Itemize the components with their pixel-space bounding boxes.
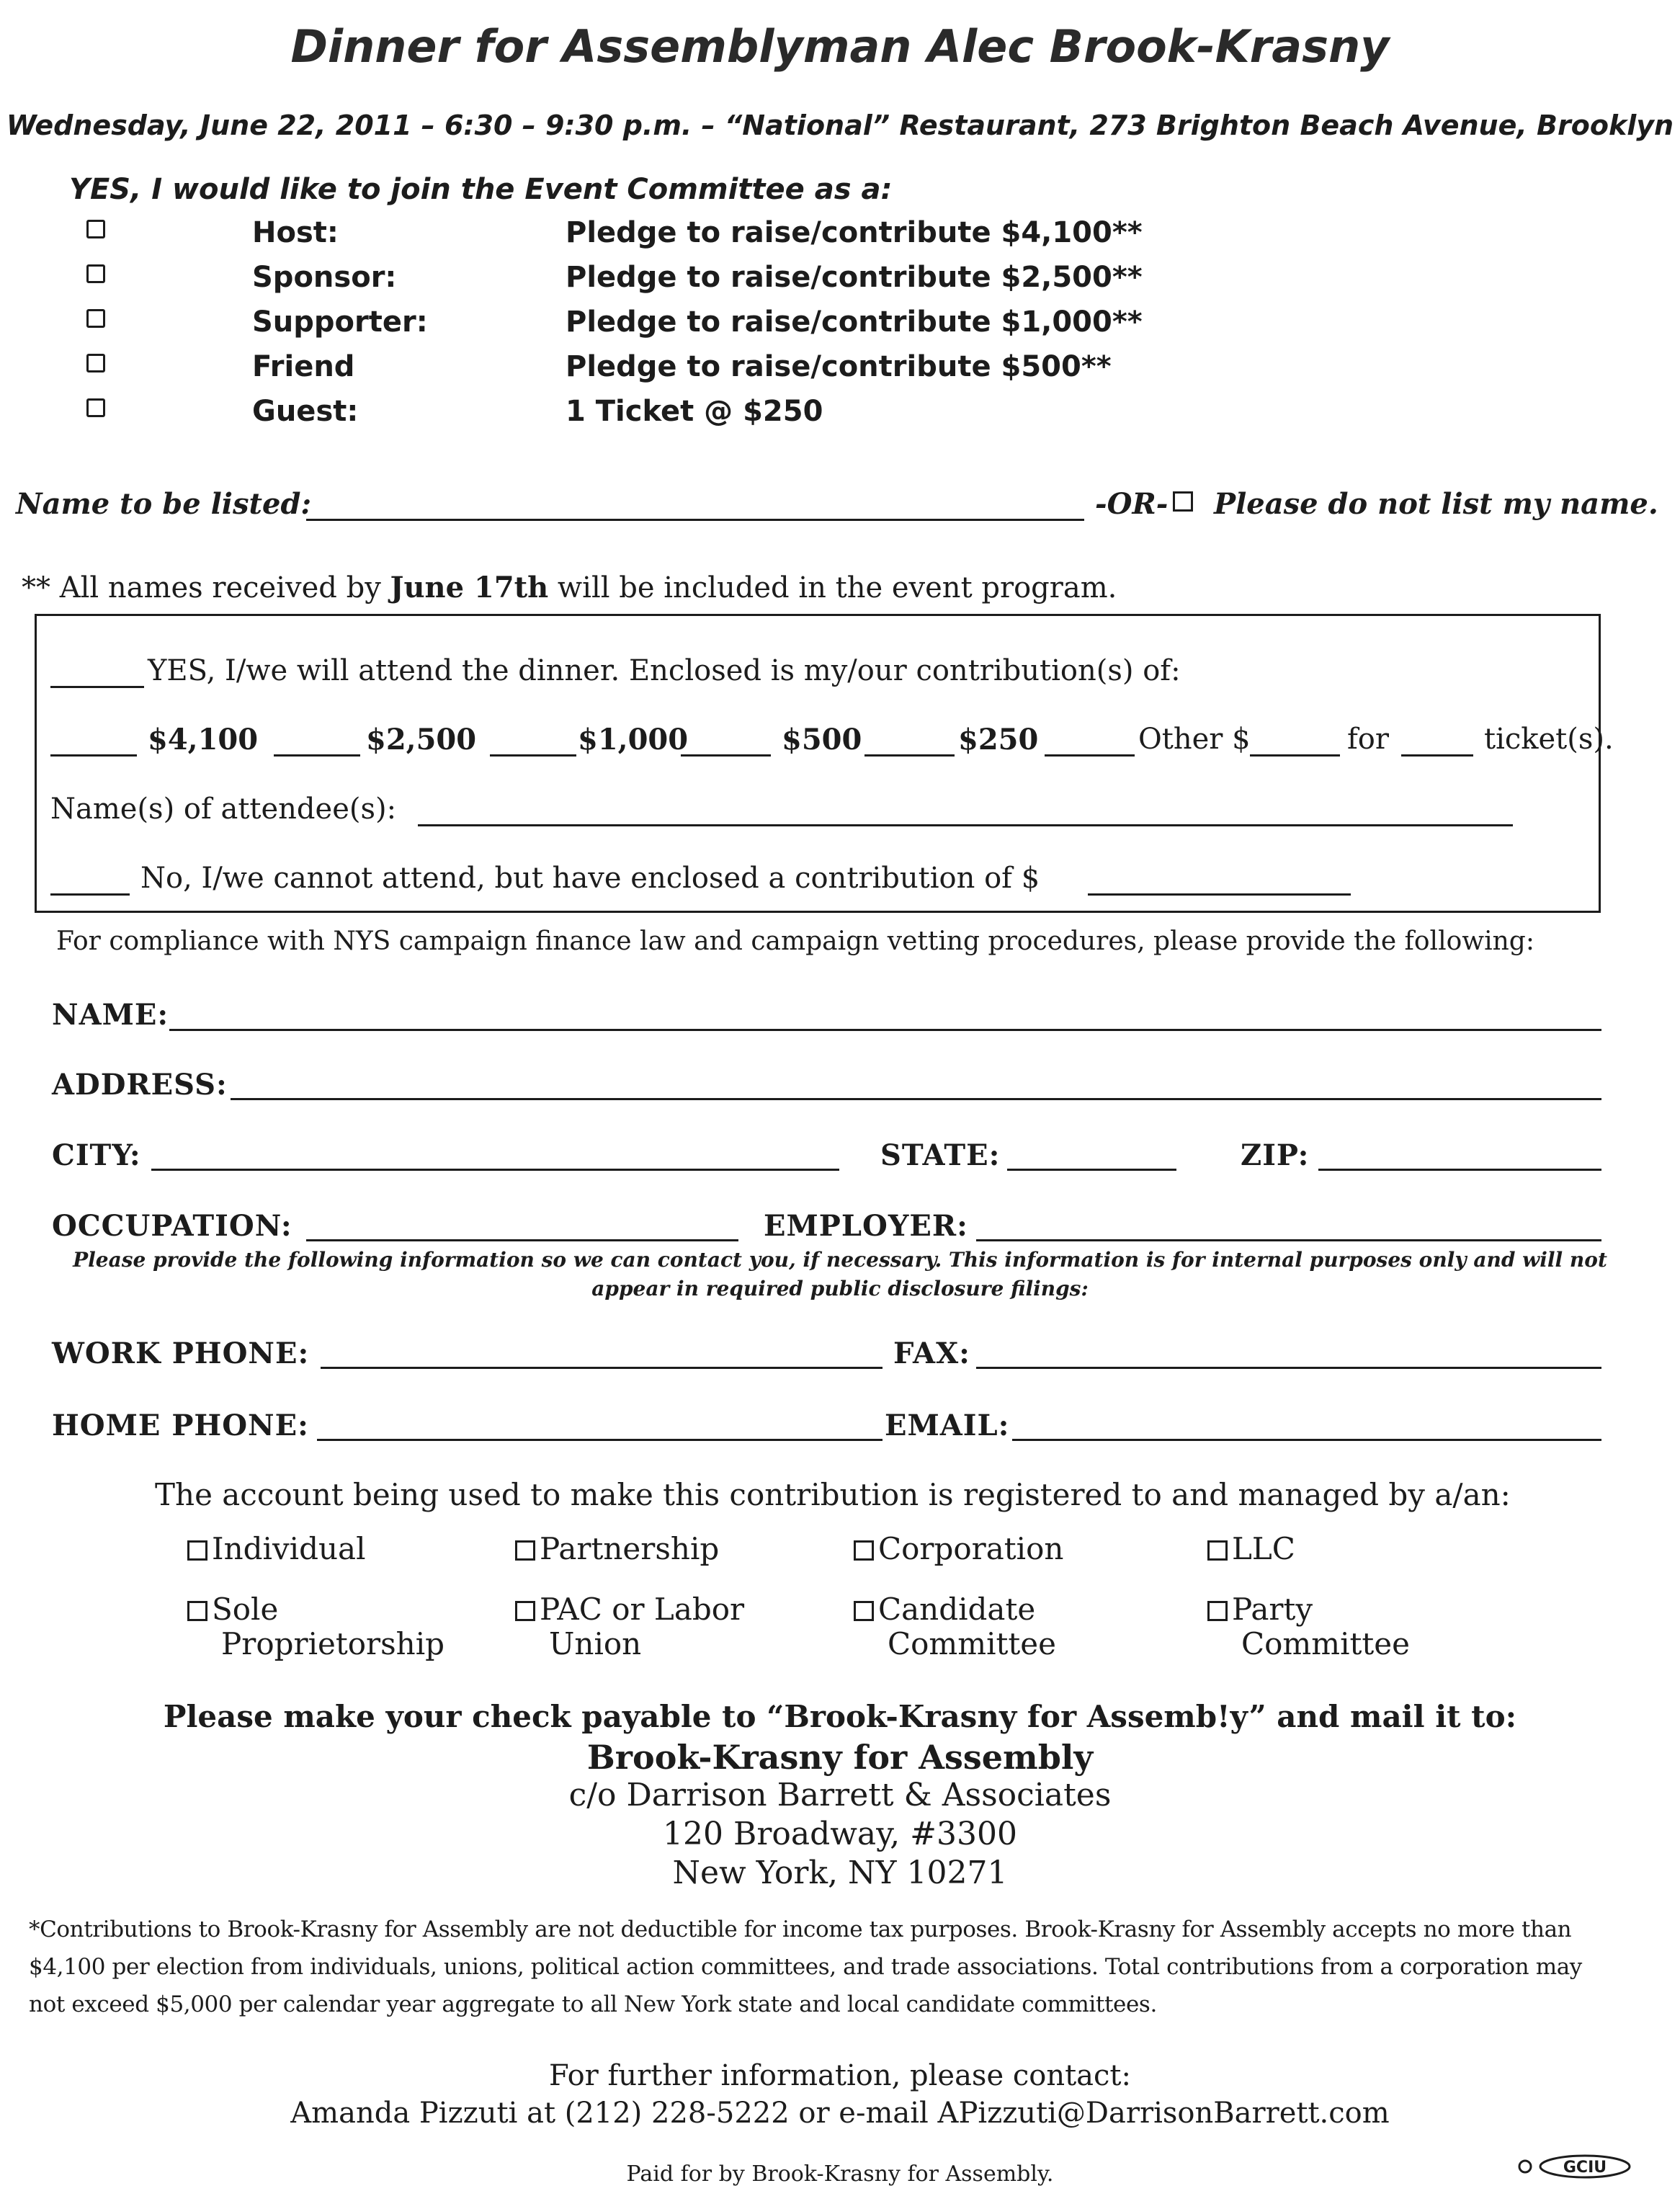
- fax-field[interactable]: [976, 1367, 1601, 1369]
- account-corporation-option[interactable]: Corporation: [854, 1531, 1063, 1566]
- other-amount-field[interactable]: [1250, 754, 1340, 757]
- supporter-checkbox[interactable]: [86, 309, 105, 329]
- amount-label: $4,100: [148, 723, 259, 757]
- name-listed-field[interactable]: [306, 519, 1084, 521]
- occupation-label: OCCUPATION:: [52, 1209, 292, 1243]
- contact-note: Please provide the following information so we can contact you, if necessary. This information is for internal purposes only and will not: [73, 1248, 1607, 1272]
- account-party-committee-option[interactable]: Party Committee: [1207, 1592, 1410, 1661]
- amount-blank[interactable]: [50, 754, 137, 757]
- contact-details: Amanda Pizzuti at (212) 228-5222 or e-mail APizzuti@DarrisonBarrett.com: [290, 2097, 1390, 2130]
- address-field[interactable]: [231, 1098, 1601, 1100]
- contact-note: appear in required public disclosure filings:: [591, 1277, 1089, 1300]
- for-label: for: [1347, 723, 1390, 756]
- payee-name: Brook-Krasny for Assembly: [586, 1738, 1094, 1777]
- work-phone-field[interactable]: [321, 1367, 883, 1369]
- email-label: EMAIL:: [885, 1409, 1010, 1442]
- check-payable-line: Please make your check payable to “Brook-Krasny for Assemb!y” and mail it to:: [163, 1699, 1517, 1734]
- zip-field[interactable]: [1318, 1169, 1601, 1171]
- disclaimer-line: not exceed $5,000 per calendar year aggregate to all New York state and local candidate committees.: [29, 1991, 1157, 2017]
- do-not-list-label: Please do not list my name.: [1214, 487, 1658, 521]
- amount-label: $250: [958, 723, 1039, 757]
- account-llc-option[interactable]: LLC: [1207, 1531, 1295, 1566]
- committee-role: Supporter:: [252, 305, 428, 339]
- street-address: 120 Broadway, #3300: [663, 1816, 1017, 1852]
- account-candidate-committee-option[interactable]: Candidate Committee: [854, 1592, 1056, 1661]
- contribution-amount-field[interactable]: [1088, 893, 1351, 896]
- page-title: Dinner for Assemblyman Alec Brook-Krasny: [290, 20, 1390, 73]
- amount-label: $500: [782, 723, 862, 757]
- attend-yes-blank[interactable]: [50, 686, 144, 688]
- zip-label: ZIP:: [1241, 1138, 1310, 1172]
- other-amount-label: Other $: [1138, 723, 1251, 756]
- committee-role: Guest:: [252, 395, 359, 428]
- name-listed-label: Name to be listed:: [16, 487, 312, 521]
- committee-heading: YES, I would like to join the Event Committee as a:: [69, 173, 893, 206]
- occupation-field[interactable]: [306, 1239, 738, 1241]
- attendees-field[interactable]: [418, 824, 1513, 826]
- fax-label: FAX:: [893, 1337, 970, 1370]
- state-field[interactable]: [1007, 1169, 1176, 1171]
- disclaimer-line: *Contributions to Brook-Krasny for Assembly are not deductible for income tax purposes. Brook-Krasny for Assembly accepts no more than: [29, 1916, 1572, 1942]
- compliance-intro: For compliance with NYS campaign finance law and campaign vetting procedures, please provide the following:: [56, 927, 1534, 956]
- do-not-list-checkbox[interactable]: [1173, 491, 1197, 513]
- guest-checkbox[interactable]: [86, 398, 105, 419]
- name-label: NAME:: [52, 998, 169, 1032]
- home-phone-label: HOME PHONE:: [52, 1409, 309, 1442]
- amount-label: $1,000: [578, 723, 689, 757]
- host-checkbox[interactable]: [86, 220, 105, 240]
- committee-pledge: Pledge to raise/contribute $500**: [566, 350, 1112, 383]
- program-note: ** All names received by June 17th will be included in the event program.: [22, 571, 1117, 604]
- city-field[interactable]: [151, 1169, 839, 1171]
- friend-checkbox[interactable]: [86, 354, 105, 374]
- email-field[interactable]: [1012, 1439, 1601, 1441]
- amount-blank[interactable]: [681, 754, 771, 757]
- committee-pledge: Pledge to raise/contribute $4,100**: [566, 216, 1143, 249]
- committee-pledge: Pledge to raise/contribute $1,000**: [566, 305, 1143, 339]
- attend-no-blank[interactable]: [50, 893, 130, 896]
- paid-for-notice: Paid for by Brook-Krasny for Assembly.: [626, 2161, 1054, 2187]
- amount-label: $2,500: [366, 723, 477, 757]
- account-pac-union-option[interactable]: PAC or Labor Union: [515, 1592, 744, 1661]
- home-phone-field[interactable]: [317, 1439, 883, 1441]
- amount-blank[interactable]: [1045, 754, 1135, 757]
- ticket-count-field[interactable]: [1401, 754, 1473, 757]
- address-label: ADDRESS:: [52, 1068, 228, 1102]
- committee-role: Sponsor:: [252, 261, 397, 294]
- sponsor-checkbox[interactable]: [86, 264, 105, 285]
- disclaimer-line: $4,100 per election from individuals, unions, political action committees, and trade associations. Total contributions from a corporation may: [29, 1954, 1582, 1980]
- committee-role: Friend: [252, 350, 355, 383]
- city-label: CITY:: [52, 1138, 141, 1172]
- account-partnership-option[interactable]: Partnership: [515, 1531, 719, 1566]
- attendees-label: Name(s) of attendee(s):: [50, 793, 397, 826]
- contact-heading: For further information, please contact:: [549, 2059, 1131, 2092]
- union-bug-logo: [1516, 2153, 1633, 2180]
- event-details: Wednesday, June 22, 2011 – 6:30 – 9:30 p.m. – “National” Restaurant, 273 Brighton Beach Avenue, Brooklyn: [6, 110, 1674, 141]
- work-phone-label: WORK PHONE:: [52, 1337, 310, 1370]
- employer-field[interactable]: [976, 1239, 1601, 1241]
- amount-blank[interactable]: [274, 754, 360, 757]
- amount-blank[interactable]: [864, 754, 955, 757]
- attend-yes-text: YES, I/we will attend the dinner. Enclosed is my/our contribution(s) of:: [148, 654, 1181, 687]
- account-sole-proprietorship-option[interactable]: Sole Proprietorship: [187, 1592, 444, 1661]
- committee-role: Host:: [252, 216, 339, 249]
- account-heading: The account being used to make this contribution is registered to and managed by a/an:: [155, 1477, 1511, 1512]
- employer-label: EMPLOYER:: [764, 1209, 968, 1243]
- name-field[interactable]: [169, 1029, 1601, 1031]
- attend-no-text: No, I/we cannot attend, but have enclosed a contribution of $: [140, 862, 1040, 895]
- account-individual-option[interactable]: Individual: [187, 1531, 366, 1566]
- city-state-zip: New York, NY 10271: [672, 1855, 1008, 1891]
- or-label: -OR-: [1095, 487, 1169, 521]
- committee-pledge: Pledge to raise/contribute $2,500**: [566, 261, 1143, 294]
- tickets-label: ticket(s).: [1484, 723, 1614, 756]
- committee-pledge: 1 Ticket @ $250: [566, 395, 823, 428]
- amount-blank[interactable]: [490, 754, 576, 757]
- state-label: STATE:: [880, 1138, 1001, 1172]
- union-bug-text: GCIU: [1563, 2159, 1607, 2177]
- care-of-line: c/o Darrison Barrett & Associates: [568, 1777, 1112, 1813]
